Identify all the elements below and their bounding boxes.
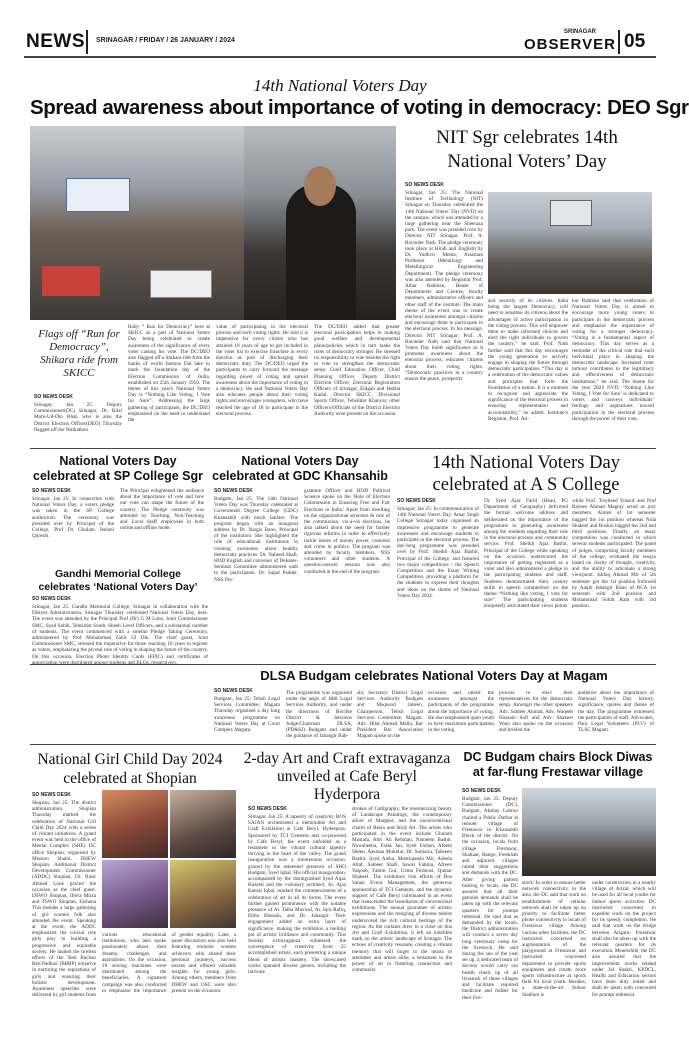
sp-headline: National Voters Day celebrated at SP College Sgr xyxy=(33,454,203,483)
lead-photo-main xyxy=(244,126,396,320)
speaker-face xyxy=(304,166,336,206)
lead-caption: Flags off “Run for Democracy”, Shikara ride from SKICC xyxy=(38,328,120,379)
dc-photo xyxy=(522,788,656,876)
gdc-col2: gramme Officer and HOD Political Science spoke on the 'Role of Election Commission in Ensuring Free and Fair Elections in India.' Apart from dwelling on the organizational structure & role of the commission, vis-à-vis elections, he also talked about the need for further rigorous reforms in order to effectively tackle issues of money power, casteism and crime in politics. The program was attended by faculty members, NSS volunteers and other students. A question-answer session was also conducted at the end of the program. xyxy=(304,488,390,575)
banner-red xyxy=(42,266,100,296)
gandhi-desk: SO NEWS DESK xyxy=(32,596,71,602)
masthead xyxy=(24,28,656,58)
row-rule-1 xyxy=(30,448,656,449)
girl-col2: various educational institutions, who also spoke passionately about their dreams, challenges, and aspirations. On the occasion, 10 sewing machines were distributed among the beneficiaries. A signature campaign was also conducted to emphasise the importance of gender equality. Later, a panel discussion was also held featuring eminent women achievers who shared their personal journeys, success stories and offered valuable insights for young girls. Among others, members from DHEW and OSC were also present on the occasion. xyxy=(102,932,236,994)
nit-photo xyxy=(488,192,652,294)
cafe-headline: 2-day Art and Craft extravaganza unveiled at Cafe Beryl Hyderpora xyxy=(243,750,451,803)
dlsa-col5: process to elect their representatives for the democratic setup. Amongst the other speakers Adv. Sameer Ahmad, Adv. Waqeeb Hussain Sofi and Adv. Shakeel Wani also spoke on the occasion and briefed the xyxy=(499,690,573,734)
dlsa-desk: SO NEWS DESK xyxy=(214,688,253,694)
dc-desk: SO NEWS DESK xyxy=(462,788,501,794)
lead-photo-left xyxy=(30,126,244,320)
girl-headline: National Girl Child Day 2024 celebrated at Shopian xyxy=(37,751,223,787)
page-number: 05 xyxy=(624,31,646,52)
lead-desk: SO NEWS DESK xyxy=(34,394,73,400)
gdc-headline: National Voters Day celebrated at GDC Khansahib xyxy=(212,454,388,483)
girl-desk: SO NEWS DESK xyxy=(32,792,71,798)
section-label: NEWS xyxy=(26,31,85,52)
lead-col4: The DC/DEO added that greater electoral participation helps in making good welfare and developmental plans/policies which in turn make the roots of democracy stronger. He stressed on responsibility to vote besides the right to vote to strengthen the democratic setup. Chief Education Officer, Chief Planning Officer, Deputy District Election Officer, Electoral Registration Officers of Srinagar, Eidgah and Habba Kadal, Director SKICC, Divisional Sports Officer, Tehsildar Khanyar, other Officers/Officials of the District Election Authority were present on the occasion. xyxy=(314,324,400,417)
nit-col1: Srinagar, Jan 25: The National Institute of Technology (NIT) Srinagar on Thursday celebrated the 14th National Voters’ Day (NVD) on the campus, which was attended by a large gathering near the Sheeraza park. The event was presided over by Director NIT Srinagar, Prof. A. Ravinder Nath. The pledge ceremony took place at Hindi and English) by Dr. Yudhvir Mehta, Assistant Professor (Metallurgy and Metallurgical Engineering Department). The pledge ceremony was also attended by Registrar Prof. Athar Rahman, Heads of Departments and Centres, faculty members, administrative officers and other staff of the institute. The main theme of the event was to create electoral awareness amongst citizens and encourage them to participate in the electoral process. In his message, Director NIT Srinagar, Prof. A. Ravinder Nath said that National Voters Day holds significance as it promotes awareness about the electoral process, educates citizens about their voting rights. “Democratic practices in a country ensure the peace, prosperity xyxy=(405,190,483,383)
dlsa-col3: shi, Secretary District Legal Services Authority Budgam and Maqsood Jabeen, Chairperson, Tehsil Legal Services Committee, Magam. Adv. Hilal Ahmad Malla, Bar President Bar Association Magam spoke on the xyxy=(357,690,423,740)
dc-col1: Budgam, Jan 25: Deputy Commissioner (DC), Budgam, Akshay Labroo chaired a Public Darbar at remote village of Frestawar in Khansahib Block of the district. On the occasion, locals from village Frestawar, Shaltaar, Rango, Freekhab and adjacent villages raised their suggestions and demands with the DC. After giving patient hearing to locals, the DC assured that all their genuine demands shall be taken up with the relevant quarters for prompt redressal. He said that as demanded by the locals, the District administration will conduct a seven day long veterinary camp for the livestock. He said during the sno of the year set up, a dedicated team of doctors would carry out health check up of all livestock of these villages and facilitate required medicine and fodder for their live- xyxy=(462,796,518,1001)
dlsa-col1: Budgam, Jan 25: Tehsil Legal Services Committee, Magam Thursday organised a day long awareness programme on National Voters Day at Court Complex Magam. xyxy=(214,696,280,734)
sp-col1: Srinagar, Jan 25: In connection with National Voters Day, a voters pledge was taken in the SP College auditorium. The ceremony was presided over by Principal of the College, Prof Dr Ghulam Jeelani Qureshi. xyxy=(32,496,114,540)
gandhi-headline: Gandhi Memorial College celebrates ‘National Voters Day’ xyxy=(38,568,198,593)
girl-photo-2 xyxy=(170,790,236,858)
girl-photo-3 xyxy=(102,860,168,928)
as-desk: SO NEWS DESK xyxy=(397,498,436,504)
cafe-desk: SO NEWS DESK xyxy=(248,806,287,812)
nit-col2: and security of its citizens. India being the largest Democracy, will need to sensitise its citizens about the advantages of active participation in the voting process. This will empower them to make informed choices and elect the right individuals to govern the country,” he said. Prof. Nath further said that this day encourages the young generation to actively engage in shaping the future through democratic participation. “This day is a celebration of the democratic values and principles that form the foundation of a nation. It is a moment to recognise and appreciate the significance of the electoral process in ensuring representation and accountability,” he added. Institute’s Registrar, Prof. Ati- xyxy=(488,298,568,422)
cafe-col2: strokes of Calligraphy, the mesmerizing beauty of Landscape Paintings, the contemporary allure of Margent, and the unconventional charm of Resin and Stick Art. The artists who participated in the event include Ghulam Mustafa, Attri Ali Rehman, Nameem Bashir, Nowsheeba, Falak Jan, Syed Farhan, Afeem Sheen, Aasmaa Mukhtar, Dr. Sumaira, Tabeeen Bashir, Syed Aisha, Mentiqueela Mir, Adeela Altaf, Sameer Shafi, Sawar Fatima, Afreen Yaqoob, Fahim Gul, Uzma Firdousi, Qumar Shakeel. The exhibitors true efforts of Ros Sanan Event Management, the generous sponsorship of TCI Cements, and the dynamic support of Cafe Beryl culminated in an event that transcended the boundaries of conventional exhibitions. The annual guarantee of artistic expressions and the mingling of diverse talents underscored the rich cultural heritage of the region. As the curtains drew to a close on this Art and Craft Exhibition, it left an indelible mark on the artistic landscape of Srinagar. The echoes of creativity resonate, creating a vibrant memory that will linger in the hearts of attendees and artists alike, a testament to the power of art in fostering connection and community. xyxy=(352,806,452,974)
page-divider xyxy=(618,30,620,54)
gdc-col1: Budgam, Jan 25: The 14th National Voters Day was Thursday celebrated at Government Degree College (GDC) Khansahib with much fanfare. The program began with an inaugural address by Dr. Nargis Bano, Principal of the institution. She highlighted the role of educational institutions in creating awareness about healthy democratic practices. Dr. Naheed Shafi, HOD English and convener of Debates-Seminar Committee administered oath to the participants. Dr. Sajad Padder, NSS Pro- xyxy=(214,496,298,583)
row-rule-2 xyxy=(30,664,656,665)
cafe-col1: Srinagar, Jan 25: A tapestry of creativity ROS SAJAN orchestrated a memorable Art and Craft Exhibition at Cafe Beryl, Hyderpora. Sponsored by TCI Cements and co-powered by Cafe Beryl, the event unfolded as a testament to the vibrant cultural tapestry thriving in the heart of the valley. The grand inauguration was a momentous occasion, graced by the esteemed presence of SHO Budgam, Syed Iqbal. His official inauguration, accompanied by the distinguished Syed Aijaz Kukreti and the visionary architect, Ar. Ajaz Kamal Iqbal, marked the commencement of a celebration of art in all its forms. The event further gained prominence with the notable presence of Ar. Talha Muswaf, Ar. Iqra Rafiq, Eliha Hussain, and Dr. Jahangir. Their engagement added an extra layer of significance, making the exhibition a melting pot of artistic brilliance and community. This Sunday extravaganza witnessed the convergence of creativity from 25 accomplished artists, each presenting a unique blend of artistic mastery. The showcased works spanned diverse genres, including the intricate xyxy=(248,814,346,976)
dlsa-col6: audience about the importance of National Voters Day history, significance, quotes and theme of the day. The programme witnessed the participation of staff, Advocates, Para Legal Volunteers (PLV) of TLSC Magam. xyxy=(578,690,654,734)
gandhi-body: Srinagar, Jan 25: Gandhi Memorial College, Srinagar in collaboration with the District Administration, Srinagar Thursday celebrated National Voters Day, here. The event was attended by the Principal Prof (Dr) G M Lone, Joint Commissioner SMC, Syed Sabih, Tehsildar South, Sheeb Level Officers, and a substantial number of students. The event commenced with a solemn Pledge Taking Ceremony, administered by Prof Mohammad Zahir Ul Din. The chief guest, Joint Commissioner SMC, stressed the imperative for those reaching 18 years to register as voters, emphasizing the pivotal role of voting in shaping the future of the country. On this occasion, Election Photo Identity Cards (EPIC) and certificates of appreciation were distributed among students and BLOs, respectively. xyxy=(32,604,208,666)
sp-desk: SO NEWS DESK xyxy=(32,488,71,494)
sp-col2: The Principal enlightened the audience about the importance of vote and how our vote can shape the future of the country. The Pledge ceremony was attended by Teaching, Non-Teaching and Local Staff employees in both online and offline mode. xyxy=(120,488,204,532)
lead-col1: Srinagar, Jan 25: Deputy Commissioner(DC) Srinagar, Dr. Bilal Mohi-Ud-Din Bhat, who is also the District Election Officer(DEO) Thursday flagged off the Walkathon xyxy=(34,402,122,433)
dc-col3: under construction in a nearby village of Arizal, which will be used for all local youths for indoor sports activities. DC instructed concerned to expedite work on the project for its speedy completion. He said that work on the bridge between Arigam- Frestawar shall also be taken up with the relevant quarters for its execution. Meanwhile, the DC also assured that the improvement works related under Jal Shakti, KPDCL, Health and Education sectors have been duly noted and shall be taken with concerned for prompt redressal. xyxy=(592,880,656,998)
kicker: 14th National Voters Day xyxy=(253,76,427,95)
dlsa-col4: occasion and raised the awareness amongst the participants of the programme about the importance of voting. He also emphasised upon youth to have maximum participation in the voting xyxy=(428,690,494,734)
section-divider xyxy=(86,30,88,54)
as-col1: Srinagar, Jan 25: In commemoration of 14th National Voters Day, Amar Singh College Srinagar today organised an impressive programme to generate awareness and encourage students to participate in the electoral process. The day-long programme was presided over by Prof. Sheikh Ajaz Bashir, Principal of the College, and featured two major competitions - the Speech Competition and the Essay Writing Competition, providing a platform for the students to express their thoughts and ideas on the theme of National Voters Day 2024. xyxy=(397,506,479,599)
paper-name: OBSERVER xyxy=(524,36,616,53)
dlsa-col2: The programme was organised under the aegis of J&K Legal Services Authority, and under the directions of Hon'ble District & Sessions Judge/Chairman DLSA, (PD&SJ) Budgam and under the guidance of Jahangir Bab- xyxy=(286,690,352,740)
lead-col2: Rally “ Run for Democracy” here at SKICC as a part of National Voters Day being celebrated to create awareness of the significance of every voter casting his vote. The DC/DEO also flagged off a Shikara ride from the banks of world famous Dal lake to mark the foundation day of the Election Commission of India, established on 25th January 1950. The theme of this year's National Voters Day is “Nothing Like Voting, I Vote for Sure”. Addressing the large gathering of participants, the DC/DEO emphasised on the need to understand the xyxy=(128,324,210,424)
banner xyxy=(66,178,130,212)
as-col3: while Prof. Towheed Yousuf and Prof Rayees Ahmad Magray acted as jury members. Aimen of 1st semester bagged the 1st position whereas Nida Shakeel and Bushra bagged the 2nd and third positions. Finally, an essay competition was conducted in which several students participated. The panel of judges, comprising faculty members of the college, evaluated the essays based on clarity of thought, creativity, and the ability to articulate a strong viewpoint. Ishfaq Ahmad Mir of 5th semester got the 1st position followed by Aaqib Jahangir Khan of BCA 1st semester with 2nd position and Mohammad Sohib Ram with 3rd position. xyxy=(572,498,656,610)
masthead-rule xyxy=(24,56,656,58)
gdc-desk: SO NEWS DESK xyxy=(214,488,253,494)
dlsa-headline: DLSA Budgam celebrates National Voters Day at Magam xyxy=(260,668,608,683)
nit-desk: SO NEWS DESK xyxy=(405,182,444,188)
paper-city: SRINAGAR xyxy=(564,29,597,35)
nit-headline: NIT Sgr celebrates 14th National Voters’ Day xyxy=(436,127,618,172)
dc-headline: DC Budgam chairs Block Diwas at far-flung Frestawar village xyxy=(463,750,653,779)
row-rule-3 xyxy=(30,744,656,745)
nit-col3: kur Rahman said that celebration of National Voters Day is aimed to encourage more young voters to participate in the democratic process and emphasise the importance of voting for a stronger democracy. “Voting is a fundamental aspect of democracy. This day serves as a reminder of the critical role that each individual plays in shaping the democratic landscape. Increased voter turnout contributes to the legitimacy and effectiveness of democratic institutions,” he said. The theme for the year 2024 NVD, ‘Nothing Like Voting, I Vote for Sure’ is dedicated to voters and conveys individuals’ feelings and aspirations toward participation in the electoral process through the power of their vote. xyxy=(572,298,654,422)
dateline: SRINAGAR / FRIDAY / 26 JANUARY / 2024 xyxy=(96,37,235,44)
as-headline: 14th National Voters Day celebrated at A S College xyxy=(432,453,620,495)
nit-banner xyxy=(550,200,592,226)
lead-col3: value of participating in the electoral process and each voting rights. He said it is imperative for every citizen who has attained 18 years of age to get included in the voter list to exercise franchise in every election as part of discharging their democratic duty. The DC/DEO urged the participants to carry forward the message regarding power of voting and spread awareness about the importance of voting in a democracy. He said National Voters Day also educates people about their voting rights and encourages youngsters, who have reached the age of 18 to participate in the electoral process. xyxy=(216,324,308,417)
girl-col1: Shopian, Jan 25: The district administration, Shopian Thursday marked the celebration of National Girl Child Day 2024 with a series of vibrant initiatives. A grand event was held in the office of Mental Complex (SHE) DC office Shopian, organised by Mission Shakti, DHEW Shopian. Additional District Development Commissioner (ADDC) Shopian, Dr. Nasir Ahmad Lone graced the occasion as the chief guest. DSWO Shopian, Ifrera Mirza and TSWO Shopian, Farhana This besides a large gathering of girl women folk also attended the event. Speaking at the event, the ADDC emphasized the crucial role girls play in building a progressive and equitable society. He lauded the tireless efforts of the 'Beti Bachao Beti Padhao' (BBBP) initiative in nurturing the aspirations of girls and ensuring their holistic development. Awareness speeches were delivered by girl students from xyxy=(32,800,96,999)
banner-white xyxy=(150,270,212,298)
girl-photo-4 xyxy=(170,860,236,928)
dc-col2: stock. In order to ensure better network connectivity in the area, the DC said that work on establishment of cellular network shall be taken up on priority to facilitate better phone connectivity to locals of Frestawar village. Among various other facilities, the DC instructed concerned on augmentation of the playground at Frestawar and instructed concerned department to provide sports equipment and create more sports infrastructure at sports field for local youth. Besides, a state-of-the-art Indoor Stadium is xyxy=(522,880,586,998)
as-col2: Dr. Syed Ajaz Farid (Head, PG Department of Geography) delivered the formal welcome address and deliberated on the importance of the programme in generating awareness among the students regarding their role in the electoral process and community service. Prof. Sheikh Ajaz Bashir, Principal of the College while speaking on the occasion underscored the importance of getting registered as a voter and also administered a pledge to the participating students and staff. Students demonstrated their oratory skills in speech competition on the theme “Nothing like voting, I vote for sure”. The participating students eloquently articulated their views points xyxy=(484,498,568,610)
lead-headline: Spread awareness about importance of voting in democracy: DEO Sgr xyxy=(30,96,689,119)
girl-photo-1 xyxy=(102,790,168,858)
